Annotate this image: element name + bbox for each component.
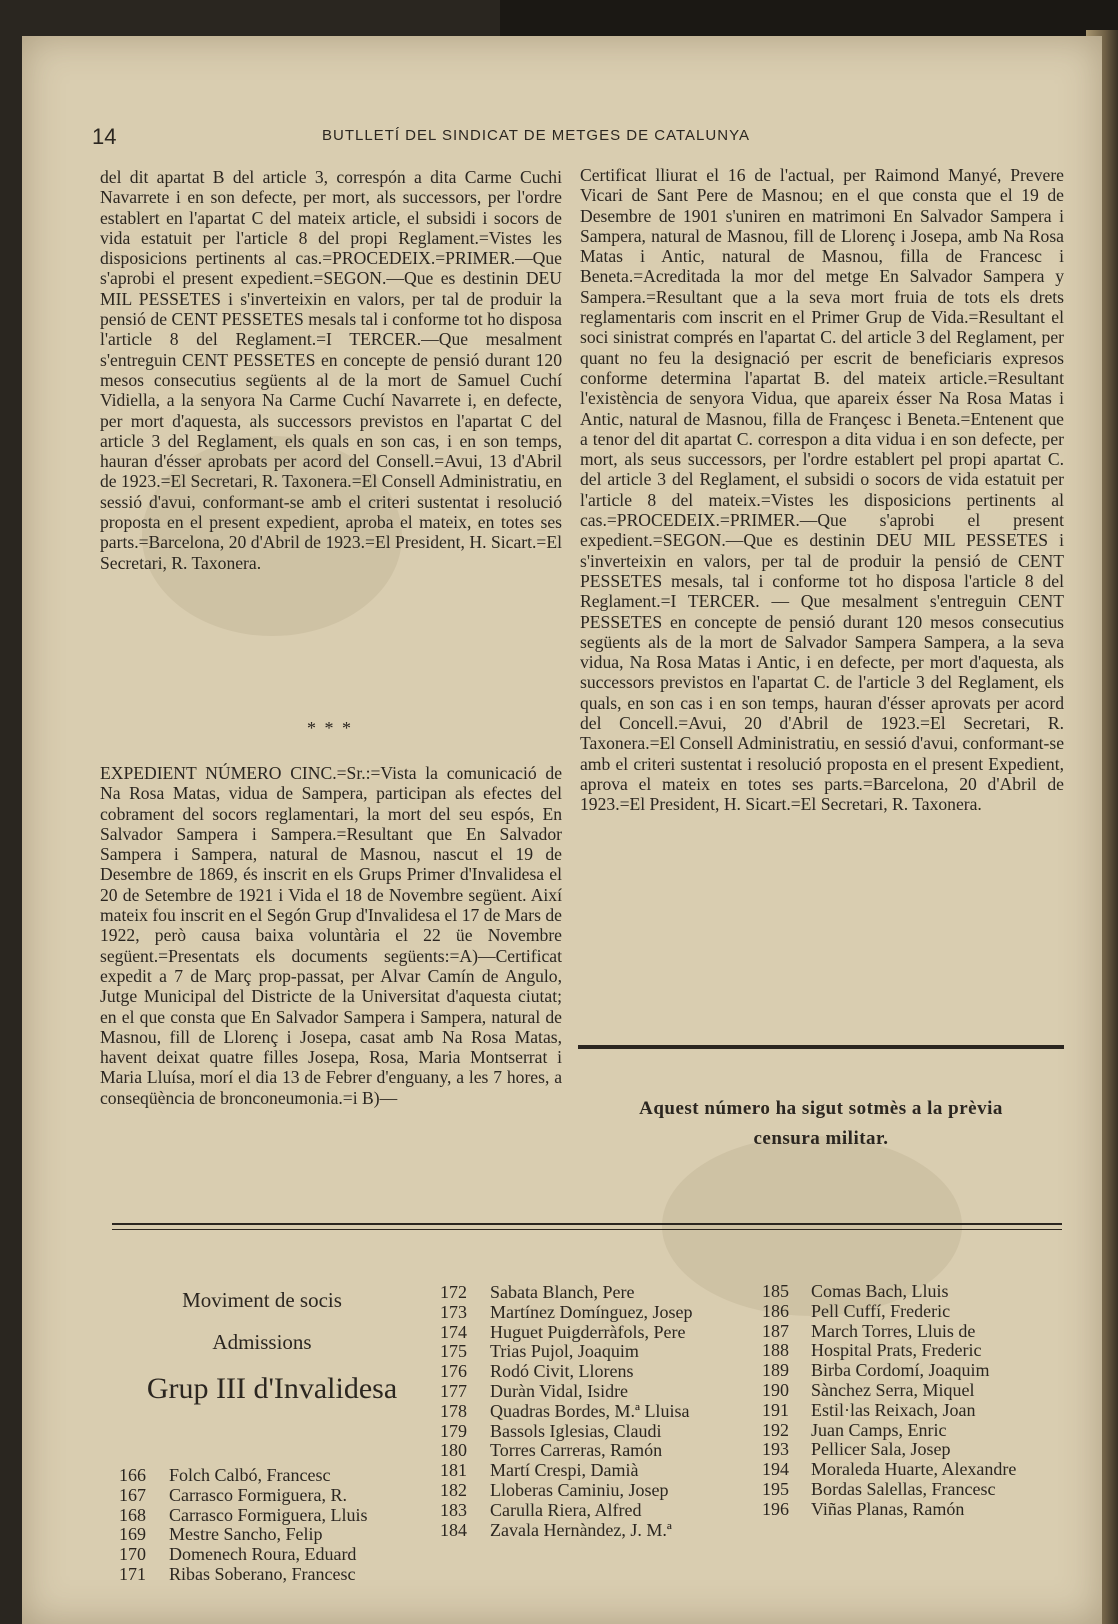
member-number: 179 xyxy=(440,1420,467,1441)
member-name: Folch Calbó, Francesc xyxy=(169,1465,331,1485)
member-name: Torres Carreras, Ramón xyxy=(490,1440,663,1461)
expedient-text: EXPEDIENT NÚMERO CINC.=Sr.:=Vista la comunicació de Na Rosa Matas, vidua de Sampera, participan als efectes del cobrament del socors reglamentari, la mort del seu espós, En Salvador Sampera i Sampera.=Resultant que En Salvador Sampera i Sampera, natural de Masnou, nascut el 19 de Desembre de 1869, és inscrit en els Grups Primer d'Invalidesa el 20 de Setembre de 1921 i Vida el 18 de Novembre següent. Així mateix fou inscrit en el Segón Grup d'Invalidesa el 17 de Mars de 1922, però causa baixa voluntària el 22 üe Novembre següent.=Presentats els documents següents:=A)—Certificat expedit a 7 de Març prop-passat, per Alvar Camín de Angulo, Jutge Municipal del Districte de la Universitat d'aquesta ciutat; en el que consta que En Salvador Sampera i Sampera, natural de Masnou, fill de Llorenç i Josepa, casat amb Na Rosa Matas, havent deixat quatre filles Josepa, Rosa, Maria Montserrat i Maria Lluísa, morí el dia 13 de Febrer d'enguany, a les 7 hores, a conseqüència de bronconeumonia.=i B)— xyxy=(100,763,562,1108)
member-name: Pell Cuffí, Frederic xyxy=(811,1300,951,1321)
member-number: 180 xyxy=(440,1440,467,1461)
member-name: Pellicer Sala, Josep xyxy=(811,1439,951,1460)
member-row xyxy=(119,1565,449,1585)
right-column-paragraph: Certificat lliurat el 16 de l'actual, per Raimond Manyé, Prevere Vicari de Sant Pere de Masnou; en el que consta que el 19 de Desembre de 1901 s'uniren en matrimoni En Salvador Sampera i Sampera, natural de Masnou, fill de Llorenç i Josepa, amb Na Rosa Matas i Antic, natural de Masnou, filla de Francesc i Beneta.=Acreditada la mor del metge En Salvador Sampera y Sampera.=Resultant que a la seva mort fruia de tots els drets reglamentaris com inscrit en el Primer Grup de Vida.=Resultant el soci sinistrat comprés en l'apartat C. del article 3 del Reglament, per quant no feu la designació per escrit de beneficiaris expresos conforme determina l'apartat B. del mateix article.=Resultant l'existència de senyora Vidua, que apareix ésser Na Rosa Matas i Antic, natural de Masnou, filla de Françesc i Beneta.=Entenent que a tenor del dit apartat C. correspon a dita vidua i en son defecte, per mort, als seus successors, per l'ordre establert pel propi apartat C. del article 3 del Reglament, el subsidi o socors de vida estatuit per l'article 8 del mateix.=Vistes les disposicions pertinents al cas.=PROCEDEIX.=PRIMER.—Que s'aprobi el present expedient.=SEGON.—Que es destinin DEU MIL PESSETES i s'inverteixin en valors, per tal de produir la pensió de CENT PESSETES mesals, tal i conforme tot ho disposa l'article 8 del Reglament.=I TERCER. — Que mesalment s'entreguin CENT PESSETES en concepte de pensió durant 120 mesos consecutius següents als de la mort de Salvador Sampera Sampera, a la seva vidua, Na Rosa Matas i Antic, i en defecte, per mort d'aquesta, als successors previstos en l'apartat C. de l'article 3 del Reglament, els quals, en son cas i en son temps, hauran d'ésser aprovats per acord del Concell.=Avui, 20 d'Abril de 1923.=El Secretari, R. Taxonera.=El Consell Administratiu, en sessió d'avui, conformant-se amb el criteri sustentat i resolució proposta en el present Expedient, aprova el mateix en totes ses parts.=Barcelona, 20 d'Abril de 1923.=El President, H. Sicart.=El Secretari, R. Taxonera. xyxy=(580,165,1064,815)
member-number: 174 xyxy=(440,1321,467,1342)
member-row xyxy=(440,1461,750,1481)
member-name: Carrasco Formiguera, Lluis xyxy=(169,1504,368,1525)
member-row xyxy=(440,1283,750,1303)
member-number: 176 xyxy=(440,1361,467,1382)
member-name: Hospital Prats, Frederic xyxy=(811,1340,982,1361)
member-row xyxy=(762,1401,1062,1421)
member-row xyxy=(762,1421,1062,1441)
member-row xyxy=(440,1441,750,1461)
member-row xyxy=(440,1382,750,1402)
member-row xyxy=(440,1323,750,1343)
members-list-3 xyxy=(762,1282,1062,1520)
member-number: 191 xyxy=(762,1399,789,1420)
member-name: Bassols Iglesias, Claudi xyxy=(490,1420,662,1441)
member-number: 182 xyxy=(440,1479,467,1500)
member-number: 192 xyxy=(762,1419,789,1440)
member-number: 171 xyxy=(119,1563,146,1584)
censorship-notice xyxy=(578,1094,1064,1154)
running-title: BUTLLETÍ DEL SINDICAT DE METGES DE CATALUNYA xyxy=(322,127,750,144)
member-name: Sabata Blanch, Pere xyxy=(490,1282,635,1302)
left-column-paragraph: del dit apartat B del article 3, correspón a dita Carme Cuchi Navarrete i en son defecte, per mort, als successors, per l'ordre establert en l'apartat C del mateix article, el subsidi i socors de vida estatuit per l'article 8 del propi Reglament.=Vistes les disposicions pertinents al cas.=PROCEDEIX.=PRIMER.—Que s'aprobi el present expedient.=SEGON.—Que es destinin DEU MIL PESSETES i s'inverteixin en valors, per tal de produir la pensió de CENT PESSETES mesals tal i conforme tot ho disposa l'article 8 del Reglament.=I TERCER.—Que mesalment s'entreguin CENT PESSETES en concepte de pensió durant 120 mesos consecutius següents al de la mort de Samuel Cuchí Vidiella, a la senyora Na Carme Cuchí Navarrete i, en defecte, per mort d'aquesta, als successors previstos en l'apartat C del article 3 del Reglament, els quals en son cas, i en son temps, hauran d'ésser aprobats per acord del Consell.=Avui, 13 d'Abril de 1923.=El Secretari, R. Taxonera.=El Consell Administratiu, en sessió d'avui, conformant-se amb el criteri sustentat i resolució proposta en el present expedient, aproba el mateix, en totes ses parts.=Barcelona, 20 d'Abril de 1923.=El President, H. Sicart.=El Secretari, R. Taxonera. xyxy=(100,167,562,573)
member-number: 190 xyxy=(762,1379,789,1400)
member-row xyxy=(762,1440,1062,1460)
member-name: Domenech Roura, Eduard xyxy=(169,1544,357,1565)
member-name: Trias Pujol, Joaquim xyxy=(490,1341,639,1362)
member-number: 178 xyxy=(440,1400,467,1421)
member-row xyxy=(440,1362,750,1382)
member-number: 186 xyxy=(762,1300,789,1321)
members-list-2 xyxy=(440,1283,750,1540)
member-name: Sànchez Serra, Miquel xyxy=(811,1379,975,1400)
member-row xyxy=(762,1480,1062,1500)
page-number: 14 xyxy=(92,124,117,149)
member-row xyxy=(440,1303,750,1323)
member-name: Birba Cordomí, Joaquim xyxy=(811,1360,990,1381)
member-number: 173 xyxy=(440,1301,467,1322)
member-name: Carulla Riera, Alfred xyxy=(490,1499,642,1520)
member-row xyxy=(119,1525,449,1545)
censorship-line-1: Aquest número ha sigut sotmès a la prèvia xyxy=(639,1098,1003,1119)
member-number: 166 xyxy=(119,1465,146,1485)
member-name: Zavala Hernàndez, J. M.ª xyxy=(490,1519,672,1540)
member-row xyxy=(119,1545,449,1565)
movement-subtitle: Admissions xyxy=(212,1330,312,1354)
member-name: Carrasco Formiguera, R. xyxy=(169,1484,347,1505)
section-separator: * * * xyxy=(307,718,353,738)
member-number: 196 xyxy=(762,1498,789,1519)
member-row xyxy=(762,1322,1062,1342)
member-row xyxy=(762,1302,1062,1322)
member-name: Estil·las Reixach, Joan xyxy=(811,1399,976,1420)
document-page xyxy=(22,36,1102,1624)
member-name: Rodó Civit, Llorens xyxy=(490,1361,634,1382)
member-row xyxy=(440,1521,750,1541)
member-name: Mestre Sancho, Felip xyxy=(169,1524,323,1545)
member-number: 175 xyxy=(440,1341,467,1362)
member-name: Martí Crespi, Damià xyxy=(490,1460,639,1481)
member-row xyxy=(440,1422,750,1442)
member-row xyxy=(762,1500,1062,1520)
member-row xyxy=(762,1341,1062,1361)
member-number: 169 xyxy=(119,1524,146,1545)
movement-group: Grup III d'Invalidesa xyxy=(146,1372,398,1405)
member-number: 172 xyxy=(440,1282,467,1302)
member-name: Quadras Bordes, M.ª Lluisa xyxy=(490,1400,690,1421)
member-name: Bordas Salellas, Francesc xyxy=(811,1478,996,1499)
right-column xyxy=(580,165,1064,815)
member-number: 170 xyxy=(119,1544,146,1565)
member-name: Huguet Puigderràfols, Pere xyxy=(490,1321,686,1342)
member-name: Duràn Vidal, Isidre xyxy=(490,1380,629,1401)
member-number: 195 xyxy=(762,1478,789,1499)
movement-title: Moviment de socis xyxy=(182,1288,342,1312)
member-name: March Torres, Lluis de xyxy=(811,1320,976,1341)
member-row xyxy=(762,1282,1062,1302)
member-number: 181 xyxy=(440,1460,467,1481)
member-row xyxy=(762,1361,1062,1381)
member-name: Lloberas Caminiu, Josep xyxy=(490,1479,669,1500)
member-number: 194 xyxy=(762,1459,789,1480)
member-name: Moraleda Huarte, Alexandre xyxy=(811,1459,1017,1480)
member-row xyxy=(762,1381,1062,1401)
member-name: Viñas Planas, Ramón xyxy=(811,1498,965,1519)
member-name: Ribas Soberano, Francesc xyxy=(169,1563,356,1584)
member-number: 189 xyxy=(762,1360,789,1381)
member-row xyxy=(440,1501,750,1521)
member-row xyxy=(119,1506,449,1526)
censorship-line-2: censura militar. xyxy=(753,1128,889,1149)
left-column xyxy=(100,167,562,573)
members-list-1 xyxy=(119,1466,449,1585)
member-number: 167 xyxy=(119,1484,146,1505)
member-number: 184 xyxy=(440,1519,467,1540)
member-number: 177 xyxy=(440,1380,467,1401)
expedient-paragraph xyxy=(100,763,562,1108)
member-name: Juan Camps, Enric xyxy=(811,1419,947,1440)
section-rule-thin xyxy=(112,1229,1062,1230)
member-name: Martínez Domínguez, Josep xyxy=(490,1301,693,1322)
member-number: 188 xyxy=(762,1340,789,1361)
member-number: 187 xyxy=(762,1320,789,1341)
member-number: 183 xyxy=(440,1499,467,1520)
scan-dark-edge xyxy=(500,0,1118,36)
member-number: 185 xyxy=(762,1281,789,1301)
member-name: Comas Bach, Lluis xyxy=(811,1281,949,1301)
member-number: 168 xyxy=(119,1504,146,1525)
member-number: 193 xyxy=(762,1439,789,1460)
member-row xyxy=(762,1460,1062,1480)
column-rule xyxy=(578,1045,1064,1049)
member-row xyxy=(440,1402,750,1422)
page-header xyxy=(22,124,1102,154)
member-row xyxy=(119,1486,449,1506)
member-row xyxy=(440,1481,750,1501)
member-row xyxy=(440,1342,750,1362)
section-rule xyxy=(112,1223,1062,1225)
member-row xyxy=(119,1466,449,1486)
